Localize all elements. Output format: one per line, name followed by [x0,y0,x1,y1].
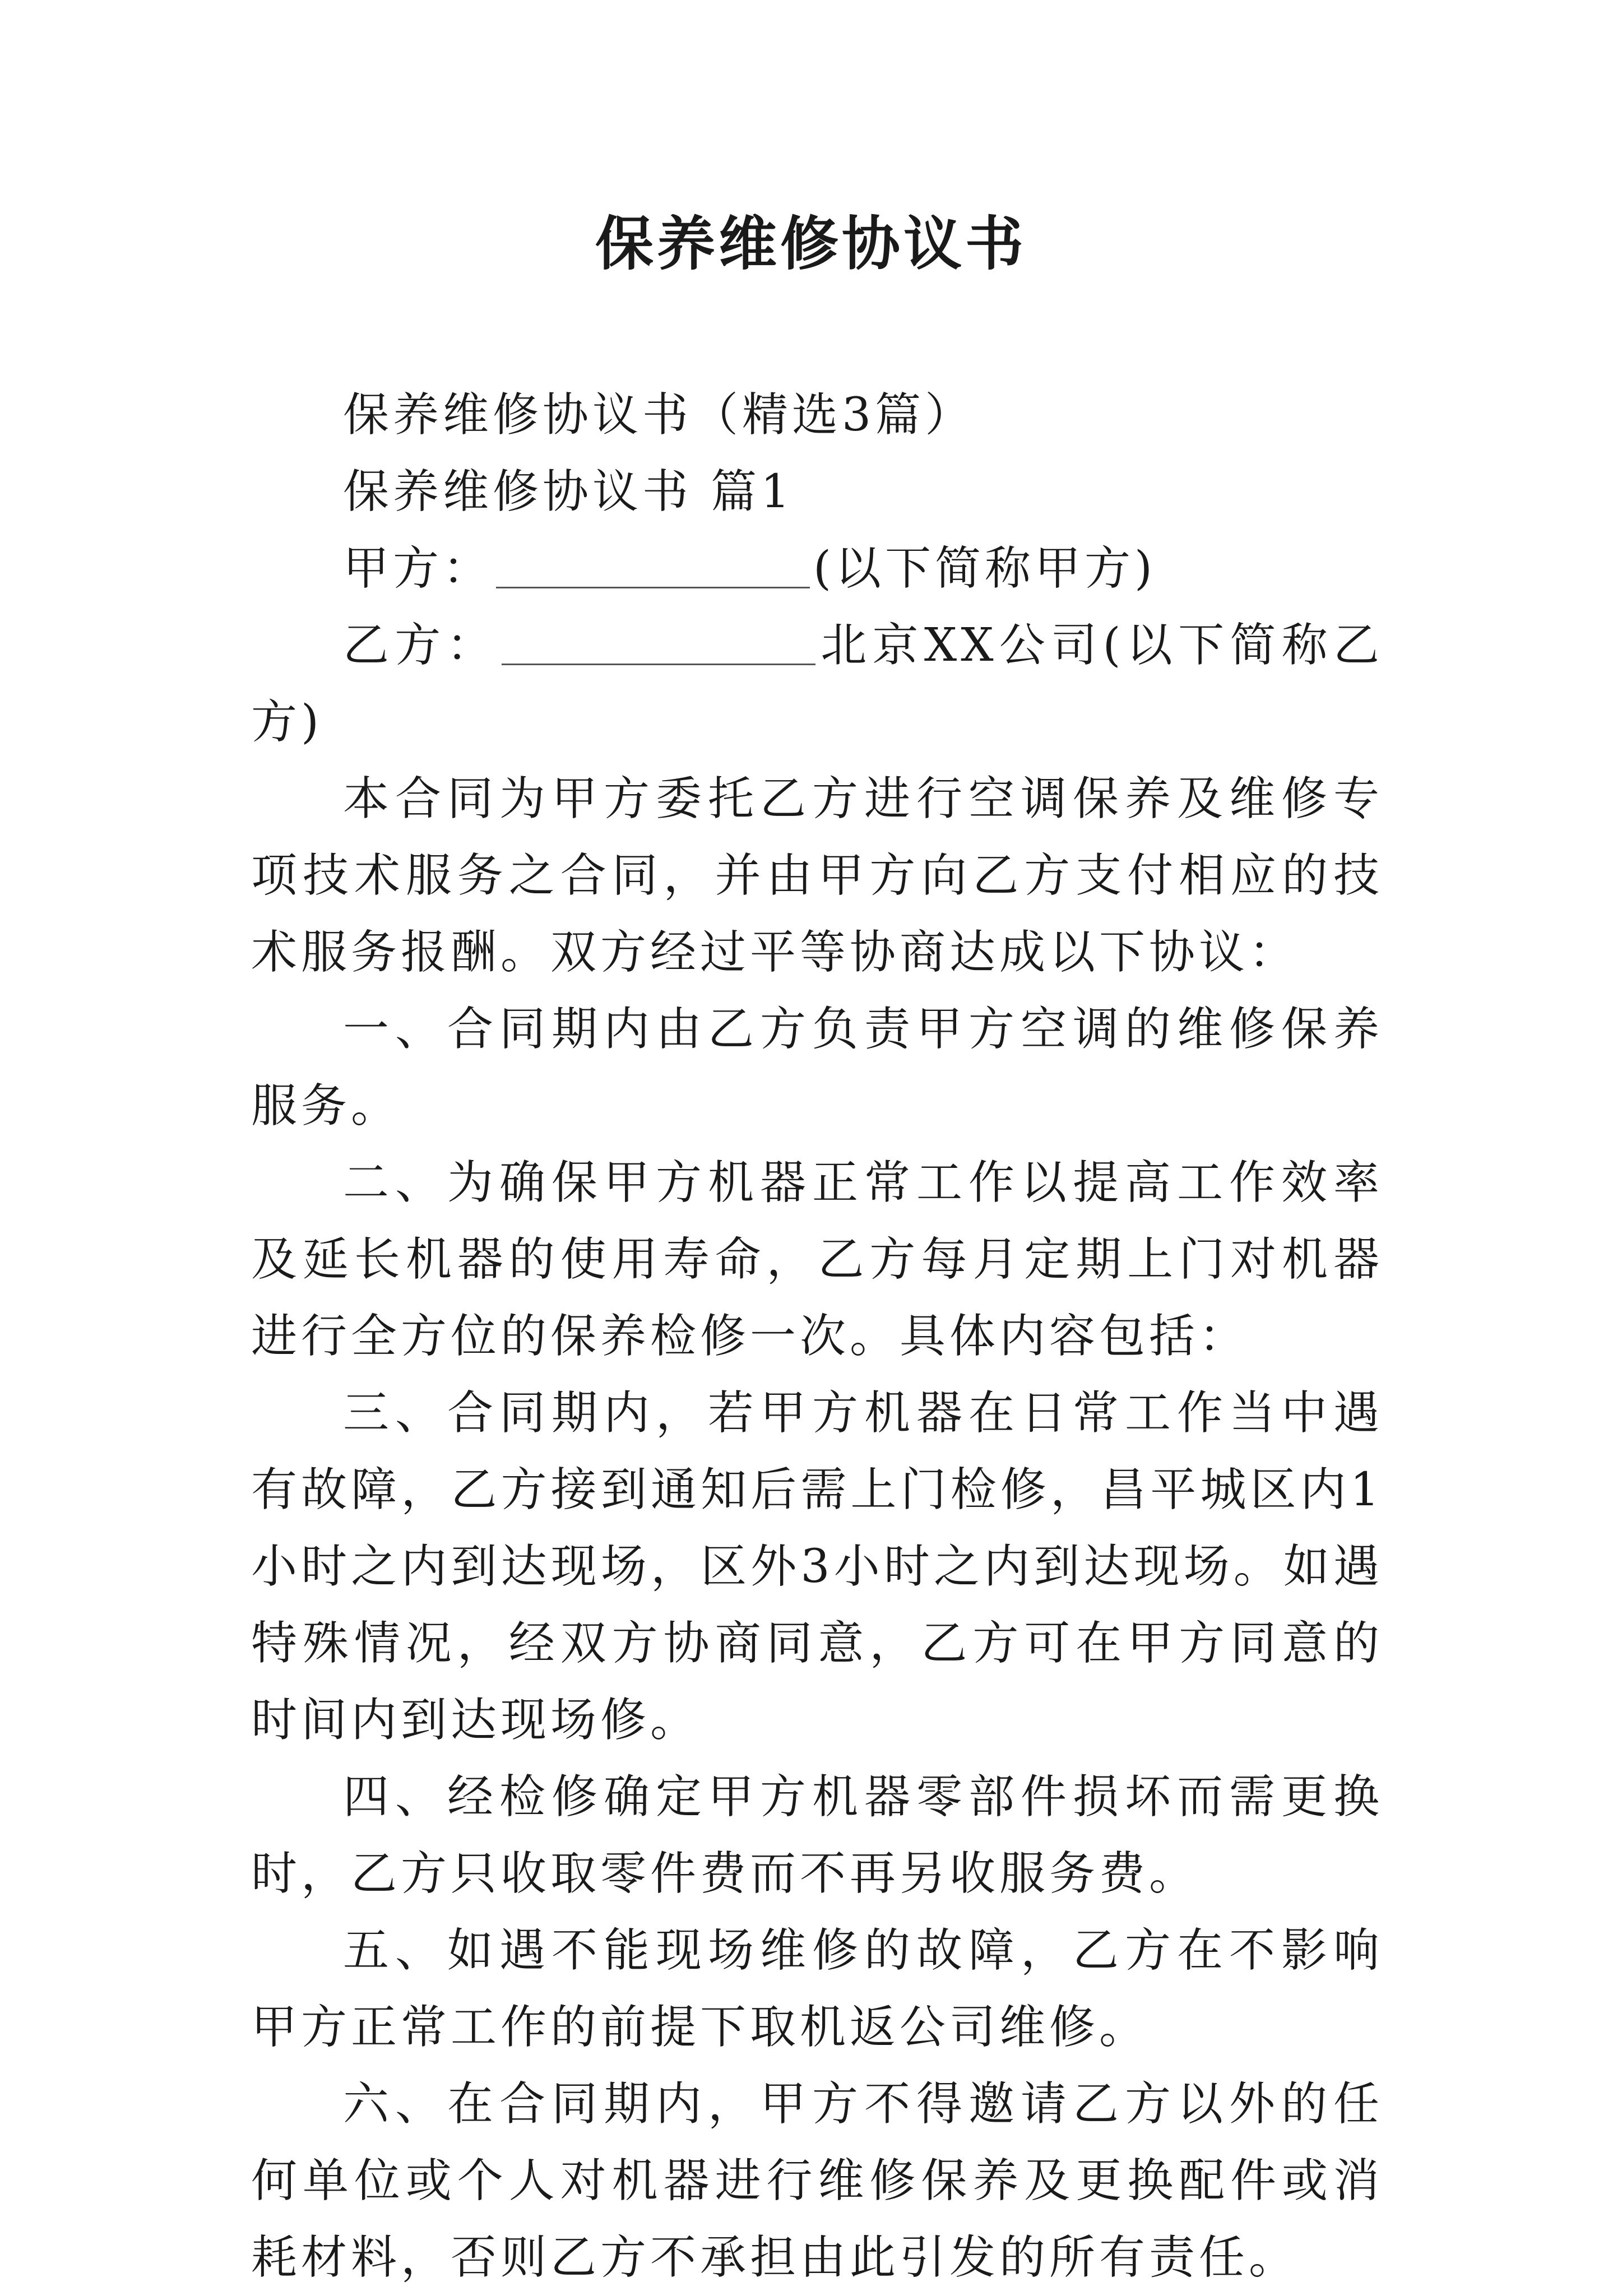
party-a-suffix: (以下简称甲方) [813,542,1156,595]
party-a-blank-field [496,542,810,588]
paragraph-clause-2: 二、为确保甲方机器正常工作以提高工作效率及延长机器的使用寿命，乙方每月定期上门对机器进行全方位的保养检修一次。具体内容包括： [251,1156,1383,1363]
party-a-label: 甲方： [343,542,493,595]
document-subtitle: 保养维修协议书（精选3篇） [343,388,975,442]
paragraph-clause-1: 一、合同期内由乙方负责甲方空调的维修保养服务。 [251,1003,1383,1133]
party-b-blank-field [502,619,815,665]
paragraph-clause-3: 三、合同期内，若甲方机器在日常工作当中遇有故障，乙方接到通知后需上门检修，昌平城区内1小时之内到达现场，区外3小时之内到达现场。如遇特殊情况，经双方协商同意，乙方可在甲方同意的时间内到达现场修。 [251,1386,1383,1747]
paragraph-clause-5: 五、如遇不能现场维修的故障，乙方在不影响甲方正常工作的前提下取机返公司维修。 [251,1924,1383,2054]
part-heading: 保养维修协议书 篇1 [343,465,794,518]
document-title: 保养维修协议书 [595,210,1027,278]
paragraph-clause-6: 六、在合同期内，甲方不得邀请乙方以外的任何单位或个人对机器进行维修保养及更换配件或消耗材料，否则乙方不承担由此引发的所有责任。 [251,2077,1383,2284]
party-b-line [251,607,1383,760]
party-a-line [251,530,1383,607]
party-b-label: 乙方： [343,619,498,672]
party-b-suffix: 北京XX公司(以下简称乙方) [251,619,1383,749]
document-body [251,377,1383,2296]
paragraph-intro: 本合同为甲方委托乙方进行空调保养及维修专项技术服务之合同，并由甲方向乙方支付相应的技术服务报酬。双方经过平等协商达成以下协议： [251,772,1383,979]
paragraph-clause-4: 四、经检修确定甲方机器零部件损坏而需更换时，乙方只收取零件费而不再另收服务费。 [251,1770,1383,1900]
